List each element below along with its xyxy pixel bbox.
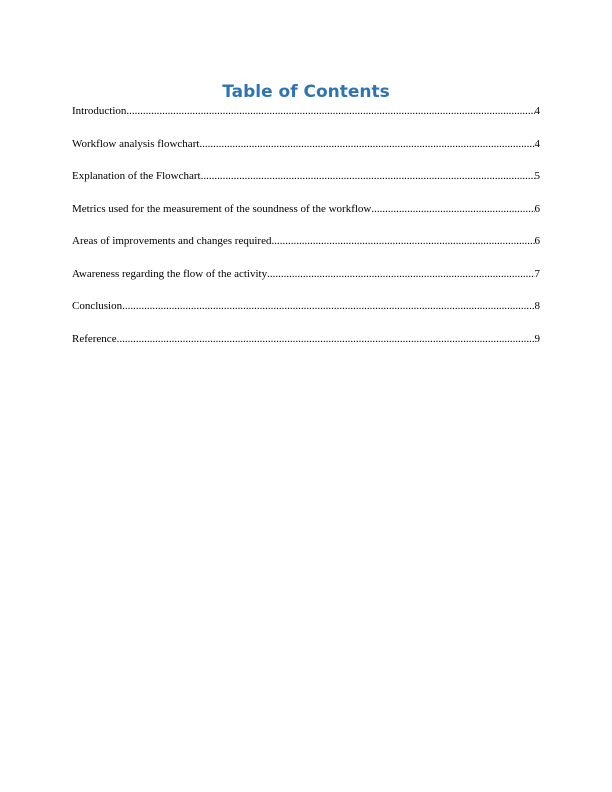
toc-page-number: 4 — [534, 105, 540, 117]
toc-dot-leader — [122, 299, 534, 313]
toc-entry-metrics[interactable] — [72, 202, 540, 235]
toc-entry-workflow-analysis-flowchart[interactable] — [72, 137, 540, 170]
toc-dot-leader — [201, 169, 535, 183]
toc-entry-label: Reference — [72, 332, 117, 345]
toc-entry-introduction[interactable] — [72, 104, 540, 137]
toc-page-number: 9 — [534, 332, 540, 345]
toc-page-number: 5 — [534, 170, 540, 182]
toc-entry-label: Awareness regarding the flow of the activity — [72, 267, 268, 280]
toc-entry-label: Conclusion — [72, 300, 123, 312]
toc-page-number: 4 — [534, 137, 540, 150]
toc-page-number: 8 — [534, 300, 540, 312]
toc-page-number: 7 — [534, 267, 540, 280]
toc-entry-label: Workflow analysis flowchart — [72, 137, 200, 150]
toc-entry-label: Explanation of the Flowchart — [72, 170, 201, 182]
toc-heading: Table of Contents — [222, 82, 390, 102]
toc-page-number: 6 — [534, 202, 540, 215]
toc-dot-leader — [267, 267, 534, 281]
toc-dot-leader — [271, 234, 534, 248]
toc-entry-reference[interactable] — [72, 332, 540, 365]
toc-entry-awareness[interactable] — [72, 267, 540, 300]
toc-entry-conclusion[interactable] — [72, 299, 540, 332]
toc-entry-areas-of-improvements[interactable] — [72, 234, 540, 267]
toc-entry-label: Areas of improvements and changes required — [72, 235, 272, 247]
toc-entry-label: Introduction — [72, 105, 127, 117]
toc-entry-explanation-of-flowchart[interactable] — [72, 169, 540, 202]
toc-page-number: 6 — [534, 235, 540, 247]
toc-dot-leader — [371, 202, 534, 216]
toc-dot-leader — [117, 332, 535, 346]
toc-list — [72, 104, 540, 364]
toc-dot-leader — [199, 137, 534, 151]
toc-dot-leader — [126, 104, 534, 118]
toc-entry-label: Metrics used for the measurement of the soundness of the workflow — [72, 202, 372, 215]
